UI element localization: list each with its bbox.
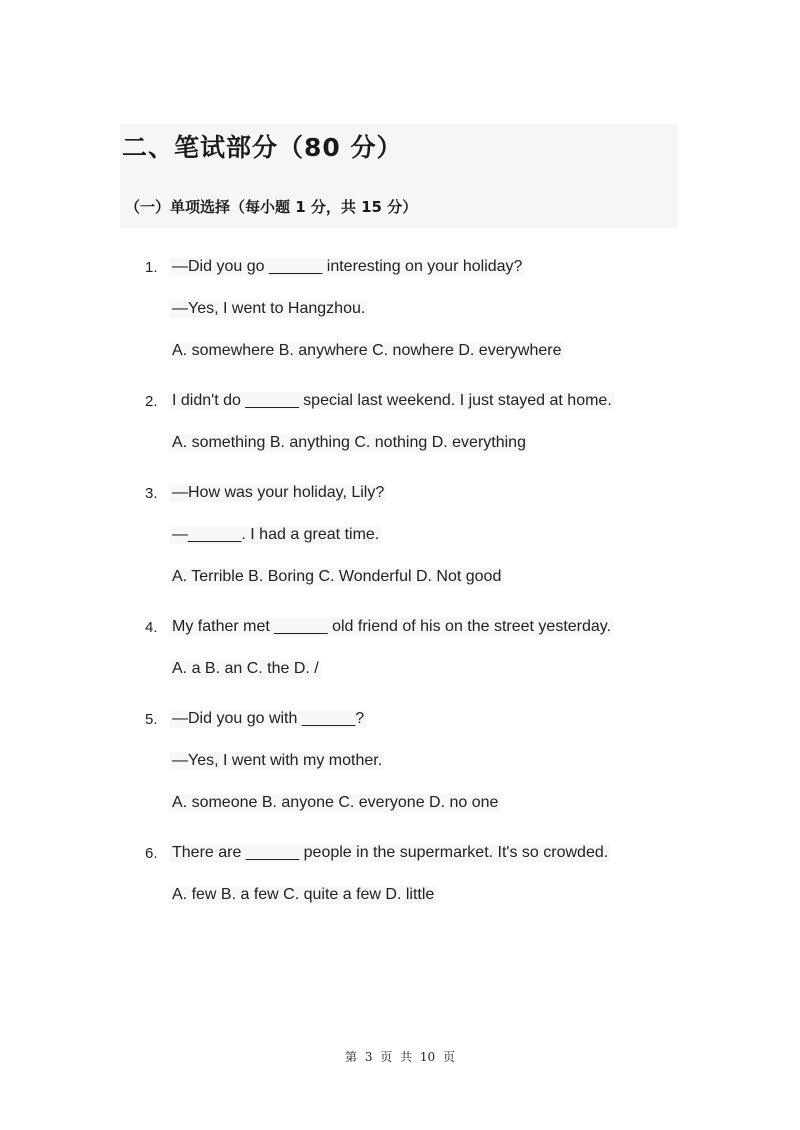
question-stem: I didn't do ______ special last weekend. I just stayed at home. bbox=[172, 392, 612, 409]
section-title: 二、笔试部分（80 分） bbox=[122, 133, 403, 162]
question-reply: —Yes, I went with my mother. bbox=[172, 752, 383, 769]
answer-options: A. somewhere B. anywhere C. nowhere D. everywhere bbox=[172, 342, 562, 359]
question-stem: —How was your holiday, Lily? bbox=[172, 484, 385, 501]
question-stem: —Did you go ______ interesting on your holiday? bbox=[172, 258, 523, 275]
question-stem: There are ______ people in the supermarket. It's so crowded. bbox=[172, 844, 609, 861]
answer-options: A. something B. anything C. nothing D. everything bbox=[172, 434, 526, 451]
question-stem: My father met ______ old friend of his on the street yesterday. bbox=[172, 618, 612, 635]
question-reply: —______. I had a great time. bbox=[172, 526, 380, 543]
subsection-title: （一）单项选择（每小题 1 分，共 15 分） bbox=[125, 198, 418, 216]
answer-options: A. Terrible B. Boring C. Wonderful D. Not good bbox=[172, 568, 502, 585]
page-footer: 第 3 页 共 10 页 bbox=[345, 1050, 455, 1064]
question-number: 3. bbox=[145, 485, 158, 502]
question-number: 1. bbox=[145, 259, 158, 276]
answer-options: A. someone B. anyone C. everyone D. no one bbox=[172, 794, 499, 811]
question-reply: —Yes, I went to Hangzhou. bbox=[172, 300, 366, 317]
question-number: 6. bbox=[145, 845, 158, 862]
answer-options: A. a B. an C. the D. / bbox=[172, 660, 319, 677]
question-number: 5. bbox=[145, 711, 158, 728]
question-stem: —Did you go with ______? bbox=[172, 710, 365, 727]
answer-options: A. few B. a few C. quite a few D. little bbox=[172, 886, 435, 903]
question-number: 4. bbox=[145, 619, 158, 636]
question-number: 2. bbox=[145, 393, 158, 410]
